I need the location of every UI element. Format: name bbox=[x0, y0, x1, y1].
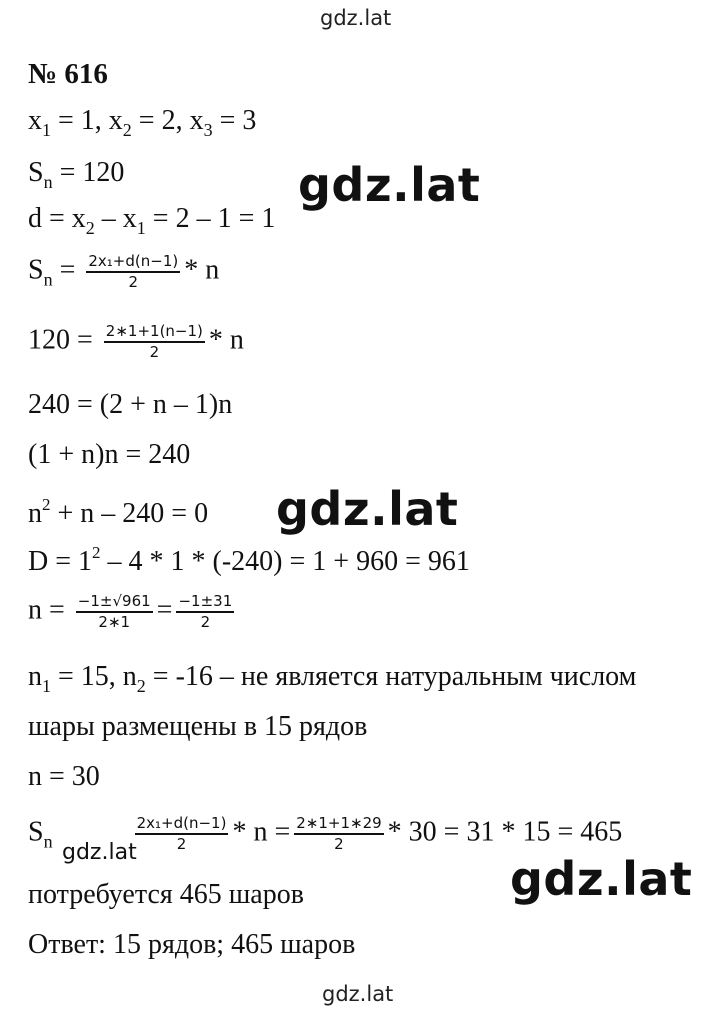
n-value: n = 30 bbox=[28, 761, 100, 792]
given-values: $x_1 = 1$, $x_2 = 2$, $x_3 = 3$ bbox=[28, 105, 257, 140]
discriminant-line: $D = 1^2 - 4 * 1 * (-240) = 1 + 960 = 961$ bbox=[28, 543, 470, 577]
roots-formula: n = $\frac{-1\pm√961}{2∗1}$ = $\frac{-1\pm 31}{2}$ bbox=[28, 592, 233, 631]
watermark-inline: gdz.lat bbox=[62, 840, 137, 865]
step-line: (1 + n)n = 240 bbox=[28, 439, 191, 470]
watermark-big-bottom: gdz.lat bbox=[510, 852, 693, 906]
rows-text: шары размещены в 15 рядов bbox=[28, 711, 368, 742]
difference-line: $d = x_2 - x_1 = 2 - 1 = 1$ bbox=[28, 203, 276, 238]
roots-line: $n_1 = 15$, $n_2 = -16$ – не является натуральным числом bbox=[28, 661, 637, 696]
watermark-bottom: gdz.lat bbox=[322, 982, 394, 1006]
problem-number: № 616 bbox=[28, 58, 108, 90]
sum-value: $S_n = 120$ bbox=[28, 157, 125, 192]
fraction: $\frac{2∗1+1(n-1)}{2}$ bbox=[105, 322, 203, 361]
step-line: 240 = (2 + n – 1)n bbox=[28, 389, 233, 420]
fraction: $\frac{-1\pm√961}{2∗1}$ bbox=[77, 592, 151, 631]
fraction: $\frac{\text{2x₁+d(n−1)}}{2}$ bbox=[88, 252, 179, 291]
watermark-mid-2: gdz.lat bbox=[276, 482, 459, 536]
sum-formula: $S_n$ = $\frac{\text{2x₁+d(n−1)}}{2}$ * n bbox=[28, 252, 220, 291]
watermark-mid-1: gdz.lat bbox=[298, 158, 481, 212]
fraction: $\frac{2∗1+1∗29}{2}$ bbox=[296, 814, 382, 853]
fraction: $\frac{\text{2x₁+d(n−1)}}{2}$ bbox=[136, 814, 227, 853]
final-sum-line: $S_n$ $\frac{\text{2x₁+d(n−1)}}{2}$ * n = $\frac{2∗1+1∗29}{2}$ * 30 = 31 * 15 = 465 bbox=[28, 814, 623, 853]
quadratic-equation: $n^2 + n - 240 = 0$ bbox=[28, 495, 209, 529]
balls-needed: потребуется 465 шаров bbox=[28, 879, 304, 910]
fraction: $\frac{-1\pm 31}{2}$ bbox=[178, 592, 233, 631]
substituted-formula: 120 = $\frac{2∗1+1(n-1)}{2}$ * n bbox=[28, 322, 244, 361]
answer: Ответ: 15 рядов; 465 шаров bbox=[28, 929, 356, 960]
watermark-top: gdz.lat bbox=[320, 6, 392, 30]
